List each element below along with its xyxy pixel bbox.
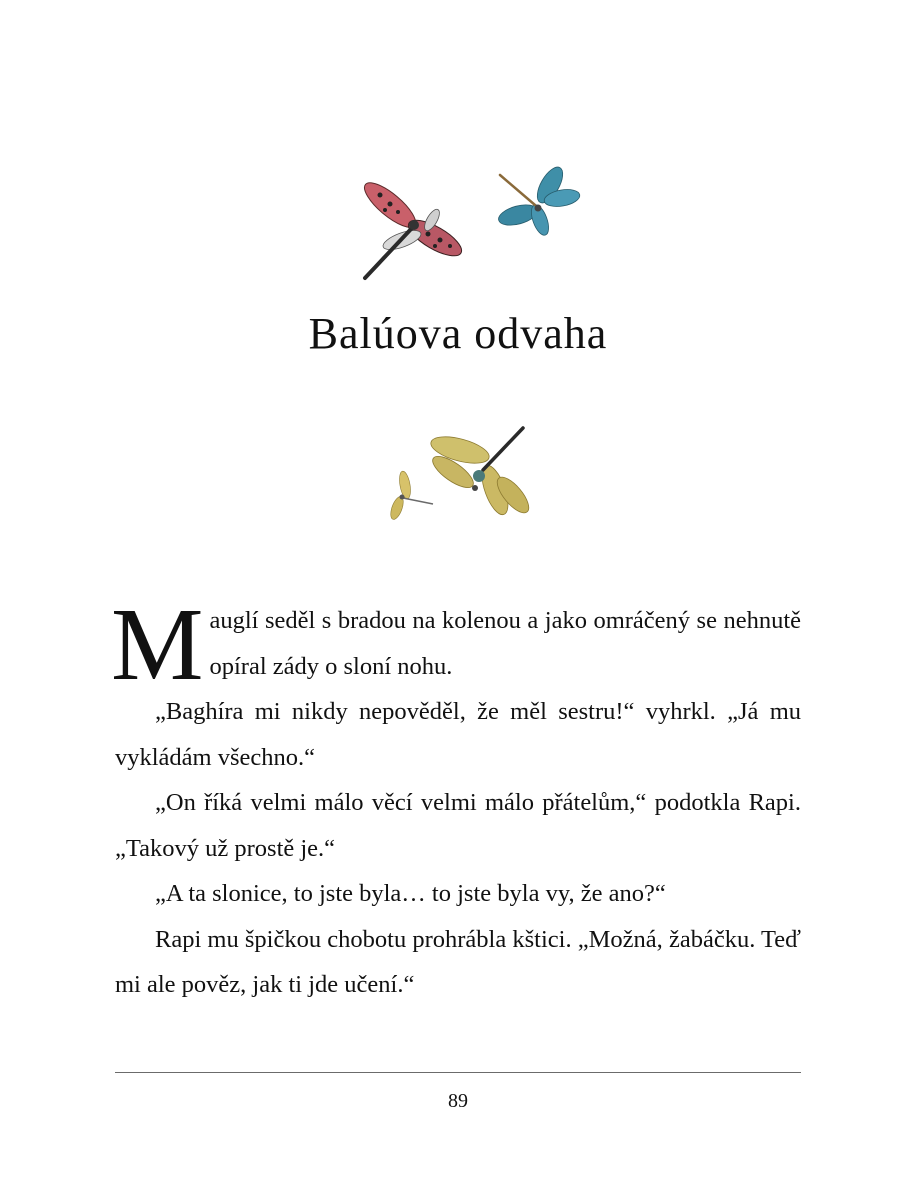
paragraph-5: Rapi mu špičkou chobotu prohrábla kštici. „Možná, žabáčku. Teď mi ale pověz, jak ti jde učení.“	[115, 925, 801, 998]
paragraph-1	[111, 587, 801, 702]
dragonflies-middle-illustration	[375, 420, 545, 535]
chapter-title: Balúova odvaha	[308, 309, 608, 358]
page-number: 89	[448, 1090, 468, 1112]
paragraph-2: „Baghíra mi nikdy nepověděl, že měl sestru!“ vyhrkl. „Já mu vykládám všechno.“	[115, 698, 801, 771]
small-yellow-dragonfly-icon	[388, 470, 433, 521]
paragraph-3: „On říká velmi málo věcí velmi málo přátelům,“ podotkla Rapi. „Takový už prostě je.“	[115, 789, 801, 862]
footer-divider	[115, 1072, 801, 1073]
dragonflies-top-illustration	[340, 160, 590, 290]
blue-dragonfly-icon	[496, 163, 581, 237]
large-yellow-dragonfly-icon	[428, 428, 534, 518]
drop-cap: M	[111, 587, 204, 702]
red-dragonfly-icon	[358, 176, 466, 278]
body-text	[111, 587, 801, 1008]
paragraph-4: „A ta slonice, to jste byla… to jste byla vy, že ano?“	[155, 880, 666, 907]
paragraph-text: auglí seděl s bradou na kolenou a jako omráčený se nehnutě opíral zády o sloní nohu.	[209, 607, 801, 680]
